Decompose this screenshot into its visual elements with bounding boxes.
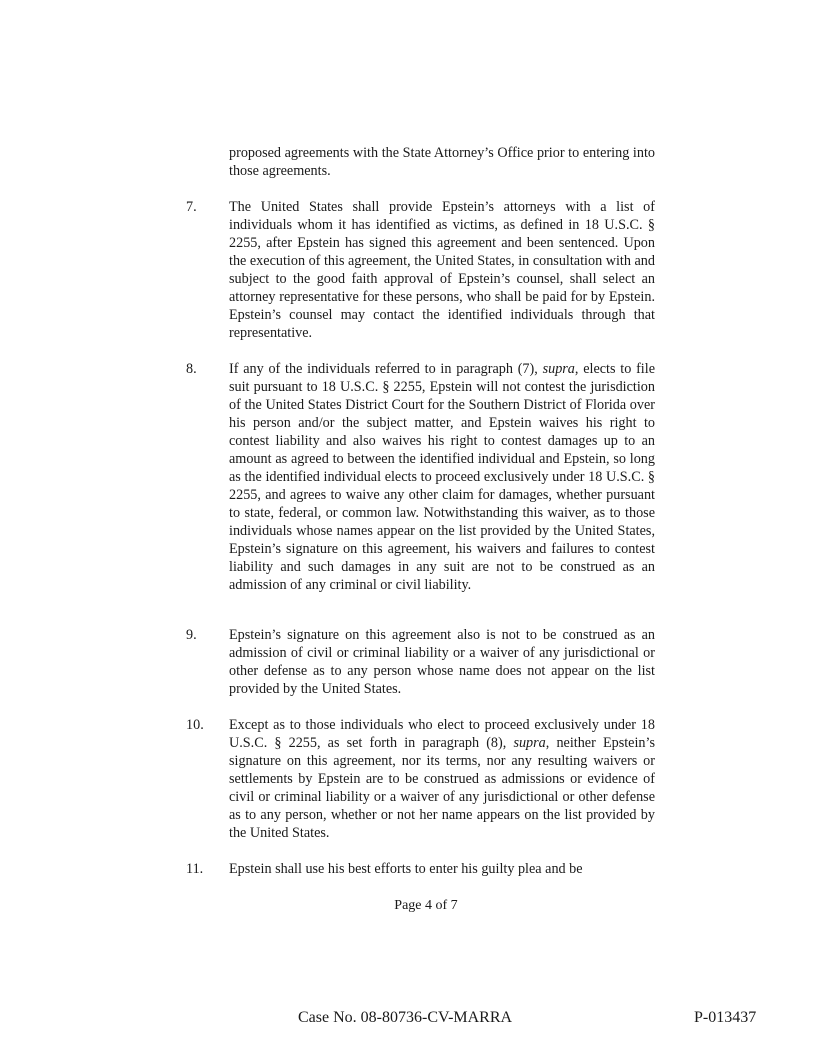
paragraph-text: If any of the individuals referred to in paragraph (7), supra, elects to file suit pursuant to 18 U.S.C. § 2255, Epstein will not contest the jurisdiction of the United States District Court for the Southern District of Florida over his person and/or the subject matter, and Epstein waives his right to contest liability and also waives his right to contest damages up to an amount as agreed to between the identified individual and Epstein, so long as the identified individual elects to proceed exclusively under 18 U.S.C. § 2255, and agrees to waive any other claim for damages, whether pursuant to state, federal, or common law. Notwithstanding this waiver, as to those individuals whose names appear on the list provided by the United States, Epstein’s signature on this agreement, his waivers and failures to contest liability and such damages in any suit are not to be construed as an admission of any criminal or civil liability. [229,361,655,593]
continuation-paragraph: proposed agreements with the State Attorney’s Office prior to entering into those agreements. [229,145,655,179]
bates-number: P-013437 [694,1009,757,1026]
page-number: Page 4 of 7 [394,898,458,913]
paragraph-number: 11. [186,861,204,877]
paragraph-number: 7. [186,199,197,215]
paragraph-text: Epstein’s signature on this agreement also is not to be construed as an admission of civil or criminal liability or a waiver of any jurisdictional or other defense as to any person whose name does not appear on the list provided by the United States. [229,627,655,697]
case-number: Case No. 08-80736-CV-MARRA [298,1009,513,1026]
paragraph-text: Except as to those individuals who elect to proceed exclusively under 18 U.S.C. § 2255, as set forth in paragraph (8), supra, neither Epstein’s signature on this agreement, nor its terms, nor any resulting waivers or settlements by Epstein are to be construed as admissions or evidence of civil or criminal liability or a waiver of any jurisdictional or other defense as to any person, whether or not her name appears on the list provided by the United States. [229,717,655,841]
paragraph-number: 9. [186,627,197,643]
paragraph-number: 8. [186,361,197,377]
paragraph-text: Epstein shall use his best efforts to enter his guilty plea and be [229,861,583,877]
paragraph-text: The United States shall provide Epstein’s attorneys with a list of individuals whom it has identified as victims, as defined in 18 U.S.C. § 2255, after Epstein has signed this agreement and been sentenced. Upon the execution of this agreement, the United States, in consultation with and subject to the good faith approval of Epstein’s counsel, shall select an attorney representative for these persons, who shall be paid for by Epstein. Epstein’s counsel may contact the identified individuals through that representative. [229,199,655,341]
paragraph-number: 10. [186,717,204,733]
